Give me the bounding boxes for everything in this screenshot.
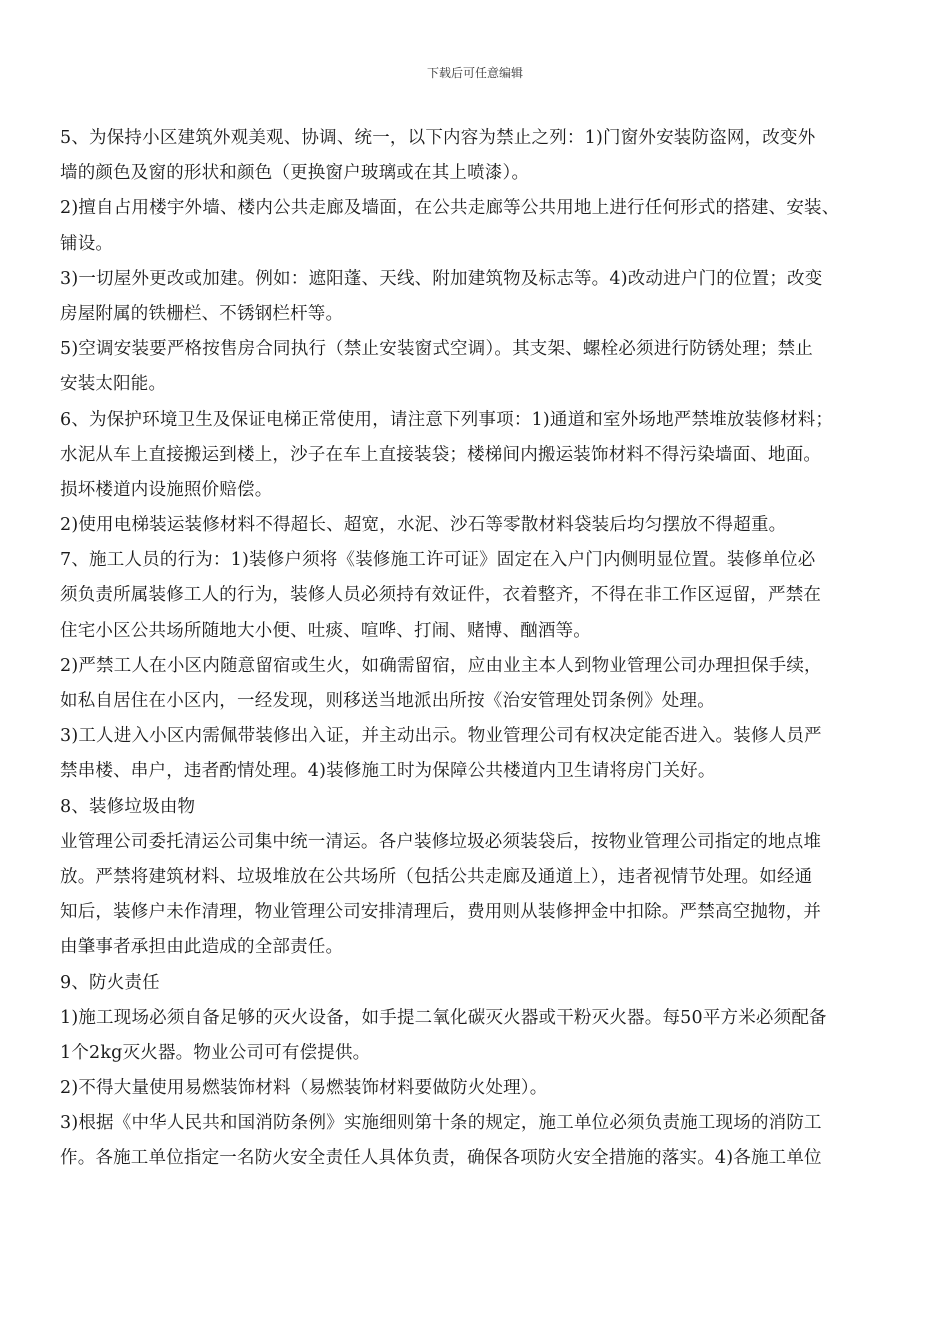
text-line: 水泥从车上直接搬运到楼上，沙子在车上直接装袋；楼梯间内搬运装饰材料不得污染墙面、地面。 — [60, 444, 822, 465]
paragraph — [60, 191, 896, 261]
text-line: 1)施工现场必须自备足够的灭火设备，如手提二氧化碳灭火器或干粉灭火器。每50平方米必须配备 — [60, 1007, 827, 1028]
paragraph — [60, 966, 896, 1001]
text-line: 房屋附属的铁栅栏、不锈钢栏杆等。 — [60, 303, 344, 324]
text-line: 7、施工人员的行为：1)装修户须将《装修施工许可证》固定在入户门内侧明显位置。装修单位必 — [60, 550, 816, 571]
text-line: 3)工人进入小区内需佩带装修出入证，并主动出示。物业管理公司有权决定能否进入。装修人员严 — [60, 726, 822, 747]
text-line: 放。严禁将建筑材料、垃圾堆放在公共场所（包括公共走廊及通道上），违者视情节处理。如经通 — [60, 866, 813, 887]
text-line: 2)严禁工人在小区内随意留宿或生火，如确需留宿，应由业主本人到物业管理公司办理担保手续， — [60, 655, 822, 676]
text-line: 损坏楼道内设施照价赔偿。 — [60, 479, 273, 500]
page-header: 下载后可任意编辑 — [426, 66, 523, 80]
paragraph — [60, 1071, 896, 1106]
paragraph — [60, 649, 896, 719]
text-line: 作。各施工单位指定一名防火安全责任人具体负责，确保各项防火安全措施的落实。4)各施工单位 — [60, 1148, 822, 1169]
text-line: 8、装修垃圾由物 — [60, 796, 196, 817]
paragraph — [60, 121, 896, 191]
paragraph — [60, 543, 896, 649]
text-line: 铺设。 — [60, 233, 114, 254]
text-line: 2)不得大量使用易燃装饰材料（易燃装饰材料要做防火处理）。 — [60, 1078, 548, 1099]
text-line: 住宅小区公共场所随地大小便、吐痰、喧哗、打闹、赌博、酗酒等。 — [60, 620, 591, 641]
text-line: 安装太阳能。 — [60, 374, 167, 395]
text-line: 5)空调安装要严格按售房合同执行（禁止安装窗式空调）。其支架、螺栓必须进行防锈处理；禁止 — [60, 339, 814, 360]
document-body — [60, 121, 896, 1177]
text-line: 墙的颜色及窗的形状和颜色（更换窗户玻璃或在其上喷漆）。 — [60, 163, 530, 184]
text-line: 2)擅自占用楼宇外墙、楼内公共走廊及墙面，在公共走廊等公共用地上进行任何形式的搭建、安装、 — [60, 198, 840, 219]
paragraph — [60, 790, 896, 825]
paragraph — [60, 403, 896, 509]
paragraph — [60, 332, 896, 402]
text-line: 须负责所属装修工人的行为，装修人员必须持有效证件，衣着整齐，不得在非工作区逗留，严禁在 — [60, 585, 822, 606]
paragraph — [60, 719, 896, 789]
text-line: 6、为保护环境卫生及保证电梯正常使用，请注意下列事项：1)通道和室外场地严禁堆放装修材料； — [60, 409, 834, 430]
paragraph — [60, 825, 896, 966]
paragraph — [60, 508, 896, 543]
text-line: 如私自居住在小区内，一经发现，则移送当地派出所按《治安管理处罚条例》处理。 — [60, 691, 715, 711]
text-line: 3)根据《中华人民共和国消防条例》实施细则第十条的规定，施工单位必须负责施工现场的消防工 — [60, 1113, 822, 1134]
text-line: 禁串楼、串户，违者酌情处理。4)装修施工时为保障公共楼道内卫生请将房门关好。 — [60, 761, 716, 782]
text-line: 知后，装修户未作清理，物业管理公司安排清理后，费用则从装修押金中扣除。严禁高空抛物，并 — [60, 902, 822, 923]
paragraph — [60, 262, 896, 332]
paragraph — [60, 1106, 896, 1176]
text-line: 2)使用电梯装运装修材料不得超长、超宽，水泥、沙石等零散材料袋装后均匀摆放不得超重。 — [60, 515, 787, 536]
text-line: 9、防火责任 — [60, 972, 160, 993]
text-line: 1个2kg灭火器。物业公司可有偿提供。 — [60, 1042, 371, 1063]
text-line: 业管理公司委托清运公司集中统一清运。各户装修垃圾必须装袋后，按物业管理公司指定的地点堆 — [60, 831, 822, 852]
text-line: 由肇事者承担由此造成的全部责任。 — [60, 937, 344, 958]
text-line: 3)一切屋外更改或加建。例如：遮阳蓬、天线、附加建筑物及标志等。4)改动进户门的位置；改变 — [60, 268, 823, 289]
text-line: 5、为保持小区建筑外观美观、协调、统一，以下内容为禁止之列：1)门窗外安装防盗网，改变外 — [60, 128, 816, 148]
paragraph — [60, 1001, 896, 1071]
